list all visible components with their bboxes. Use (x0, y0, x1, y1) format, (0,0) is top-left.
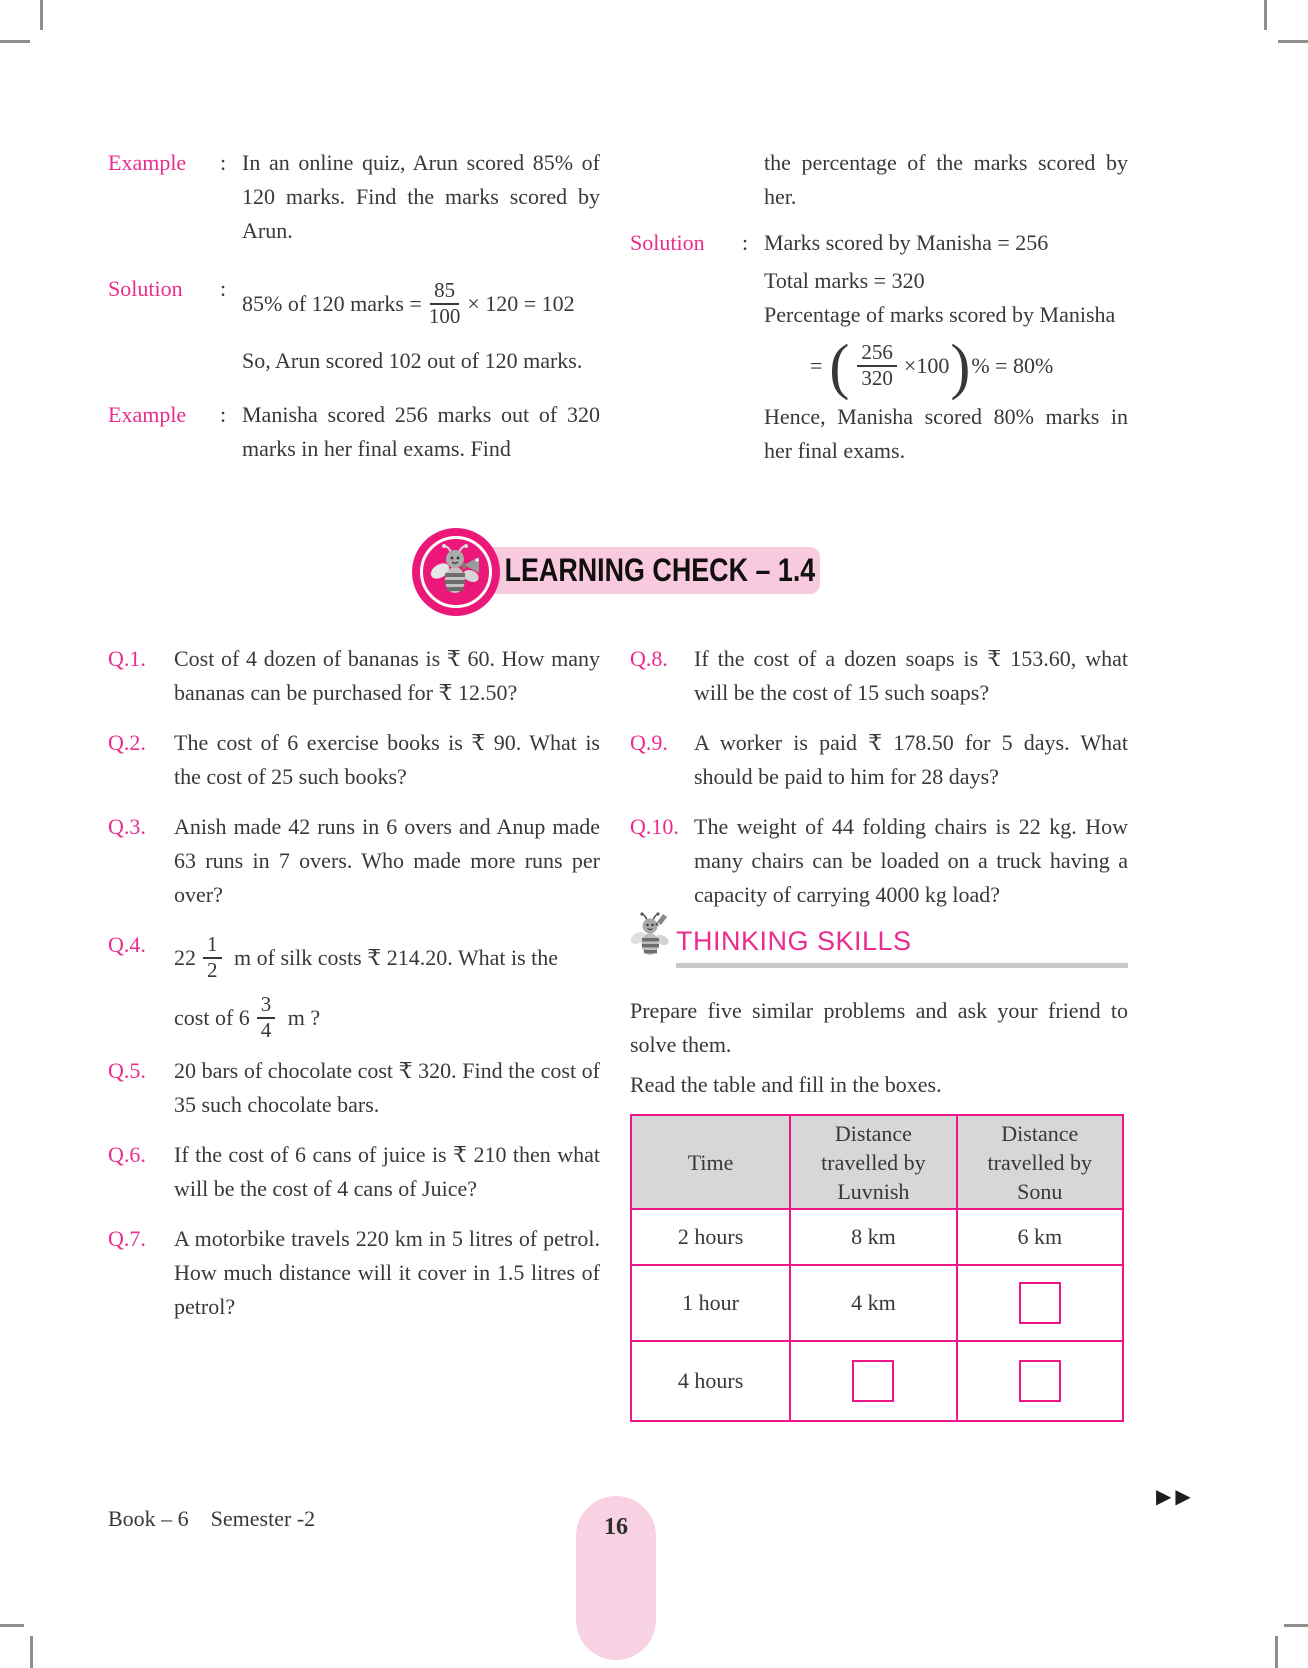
examples-right-column (630, 146, 1128, 468)
question-text: If the cost of a dozen soaps is ₹ 153.60, what will be the cost of 15 such soaps? (694, 646, 1128, 705)
table-row (631, 1209, 1123, 1265)
question-text: Anish made 42 runs in 6 overs and Anup made 63 runs in 7 overs. Who made more runs per over? (174, 814, 600, 907)
fraction-3-4: $\frac{3}{4}$ (257, 993, 276, 1042)
page-number-pill (576, 1496, 656, 1660)
question-number: Q.6. (108, 1142, 146, 1167)
question-6 (108, 1138, 600, 1206)
examples-left-column (108, 146, 600, 490)
page-number: 16 (604, 1514, 628, 1540)
answer-fill-box[interactable] (1019, 1282, 1061, 1324)
thinking-skills-paragraph: Prepare five similar problems and ask your friend to solve them. (630, 998, 1128, 1057)
question-number: Q.8. (630, 646, 668, 671)
question-8 (630, 642, 1128, 710)
question-text: Cost of 4 dozen of bananas is ₹ 60. How many bananas can be purchased for ₹ 12.50? (174, 646, 600, 705)
label-colon: : (220, 276, 227, 301)
question-text: The cost of 6 exercise books is ₹ 90. What is the cost of 25 such books? (174, 730, 600, 789)
column-header-sonu: Distance travelled by Sonu (957, 1115, 1123, 1209)
formula-prefix: 85% of 120 marks = (242, 291, 422, 316)
solution-2-formula (804, 331, 1128, 401)
question-10 (630, 810, 1128, 912)
solution-label: Solution (108, 276, 183, 301)
column-header-time: Time (631, 1115, 790, 1209)
learning-check-banner (458, 547, 820, 594)
question-text: A worker is paid ₹ 178.50 for 5 days. What should be paid to him for 28 days? (694, 730, 1128, 789)
cell-luvnish (790, 1341, 956, 1421)
question-5 (108, 1054, 600, 1122)
example-2 (108, 398, 600, 466)
table-row (631, 1341, 1123, 1421)
example-1-text: In an online quiz, Arun scored 85% of 120 marks. Find the marks scored by Arun. (242, 150, 600, 243)
cell-sonu (957, 1265, 1123, 1341)
example-2-text: Manisha scored 256 marks out of 320 marks in her final exams. Find (242, 402, 600, 461)
cell-sonu (957, 1341, 1123, 1421)
formula-suffix: × 120 = 102 (467, 291, 575, 316)
question-number: Q.4. (108, 932, 146, 957)
thinking-skills-underline (676, 963, 1128, 968)
answer-fill-box[interactable] (852, 1360, 894, 1402)
solution-2-line4: Hence, Manisha scored 80% marks in her final exams. (764, 404, 1128, 463)
question-text: 22 $\frac{1}{2}$ m of silk costs ₹ 214.20. What is the cost of 6 $\frac{3}{4}$ m ? (174, 932, 559, 1042)
crop-mark (1275, 1636, 1278, 1668)
crop-mark (0, 40, 30, 43)
question-7 (108, 1222, 600, 1324)
equals-sign: = (810, 353, 823, 378)
solution-1 (108, 272, 600, 378)
crop-mark (40, 0, 43, 30)
close-paren: ) (950, 331, 971, 401)
solution-2-line1: Marks scored by Manisha = 256 (764, 230, 1049, 255)
question-number: Q.3. (108, 814, 146, 839)
question-number: Q.2. (108, 730, 146, 755)
crop-mark (1284, 1624, 1308, 1627)
label-colon: : (742, 230, 749, 255)
example-label: Example (108, 402, 187, 427)
questions-left (108, 642, 600, 1340)
footer-book-label: Book – 6 Semester -2 (108, 1506, 316, 1531)
question-1 (108, 642, 600, 710)
cell-luvnish: 8 km (790, 1209, 956, 1265)
question-4 (108, 928, 600, 1048)
questions-right (630, 642, 1128, 1422)
bee-pencil-icon (630, 912, 672, 965)
fraction-85-100: $\frac{85}{100}$ (428, 278, 461, 328)
next-page-arrows-icon: ▶▶ (1156, 1484, 1195, 1508)
times-100: ×100 (903, 353, 950, 378)
label-colon: : (220, 402, 227, 427)
example-label: Example (108, 150, 187, 175)
fraction-256-320: $\frac{256}{320}$ (857, 341, 897, 390)
question-3 (108, 810, 600, 912)
question-9 (630, 726, 1128, 794)
table-instruction: Read the table and fill in the boxes. (630, 1072, 942, 1097)
cell-time: 4 hours (631, 1341, 790, 1421)
crop-mark (1278, 40, 1308, 43)
cell-time: 2 hours (631, 1209, 790, 1265)
example-1 (108, 146, 600, 248)
question-text: A motorbike travels 220 km in 5 litres of petrol. How much distance will it cover in 1.5 litres of petrol? (174, 1226, 600, 1319)
question-number: Q.1. (108, 646, 146, 671)
cell-luvnish: 4 km (790, 1265, 956, 1341)
solution-2 (630, 226, 1128, 468)
example-2-continued: the percentage of the marks scored by her. (764, 150, 1128, 209)
open-paren: ( (829, 331, 850, 401)
question-number: Q.10. (630, 814, 679, 839)
table-header-row (631, 1115, 1123, 1209)
question-text: 20 bars of chocolate cost ₹ 320. Find the cost of 35 such chocolate bars. (174, 1058, 600, 1117)
cell-time: 1 hour (631, 1265, 790, 1341)
solution-2-line2: Total marks = 320 (764, 268, 925, 293)
solution-1-text: So, Arun scored 102 out of 120 marks. (242, 348, 583, 373)
question-2 (108, 726, 600, 794)
crop-mark (0, 1624, 24, 1627)
crop-mark (30, 1636, 33, 1668)
cell-sonu: 6 km (957, 1209, 1123, 1265)
question-text: If the cost of 6 cans of juice is ₹ 210 then what will be the cost of 4 cans of Juice? (174, 1142, 600, 1201)
question-number: Q.5. (108, 1058, 146, 1083)
label-colon: : (220, 150, 227, 175)
learning-check-badge (412, 528, 500, 616)
question-number: Q.7. (108, 1226, 146, 1251)
question-text: The weight of 44 folding chairs is 22 kg. How many chairs can be loaded on a truck having a capacity of carrying 4000 kg load? (694, 814, 1128, 907)
column-header-luvnish: Distance travelled by Luvnish (790, 1115, 956, 1209)
solution-2-line3: Percentage of marks scored by Manisha (764, 302, 1116, 327)
solution-1-formula (242, 272, 600, 336)
fraction-1-2: $\frac{1}{2}$ (203, 933, 222, 982)
learning-check-title: LEARNING CHECK – 1.4 (504, 552, 816, 588)
bee-megaphone-icon (429, 543, 483, 602)
solution-label: Solution (630, 230, 705, 255)
question-number: Q.9. (630, 730, 668, 755)
table-row (631, 1265, 1123, 1341)
distance-table (630, 1114, 1124, 1422)
formula-result: % = 80% (971, 353, 1054, 378)
answer-fill-box[interactable] (1019, 1360, 1061, 1402)
crop-mark (1264, 0, 1267, 30)
thinking-skills-header (630, 920, 1128, 966)
thinking-skills-title: THINKING SKILLS (676, 926, 912, 956)
